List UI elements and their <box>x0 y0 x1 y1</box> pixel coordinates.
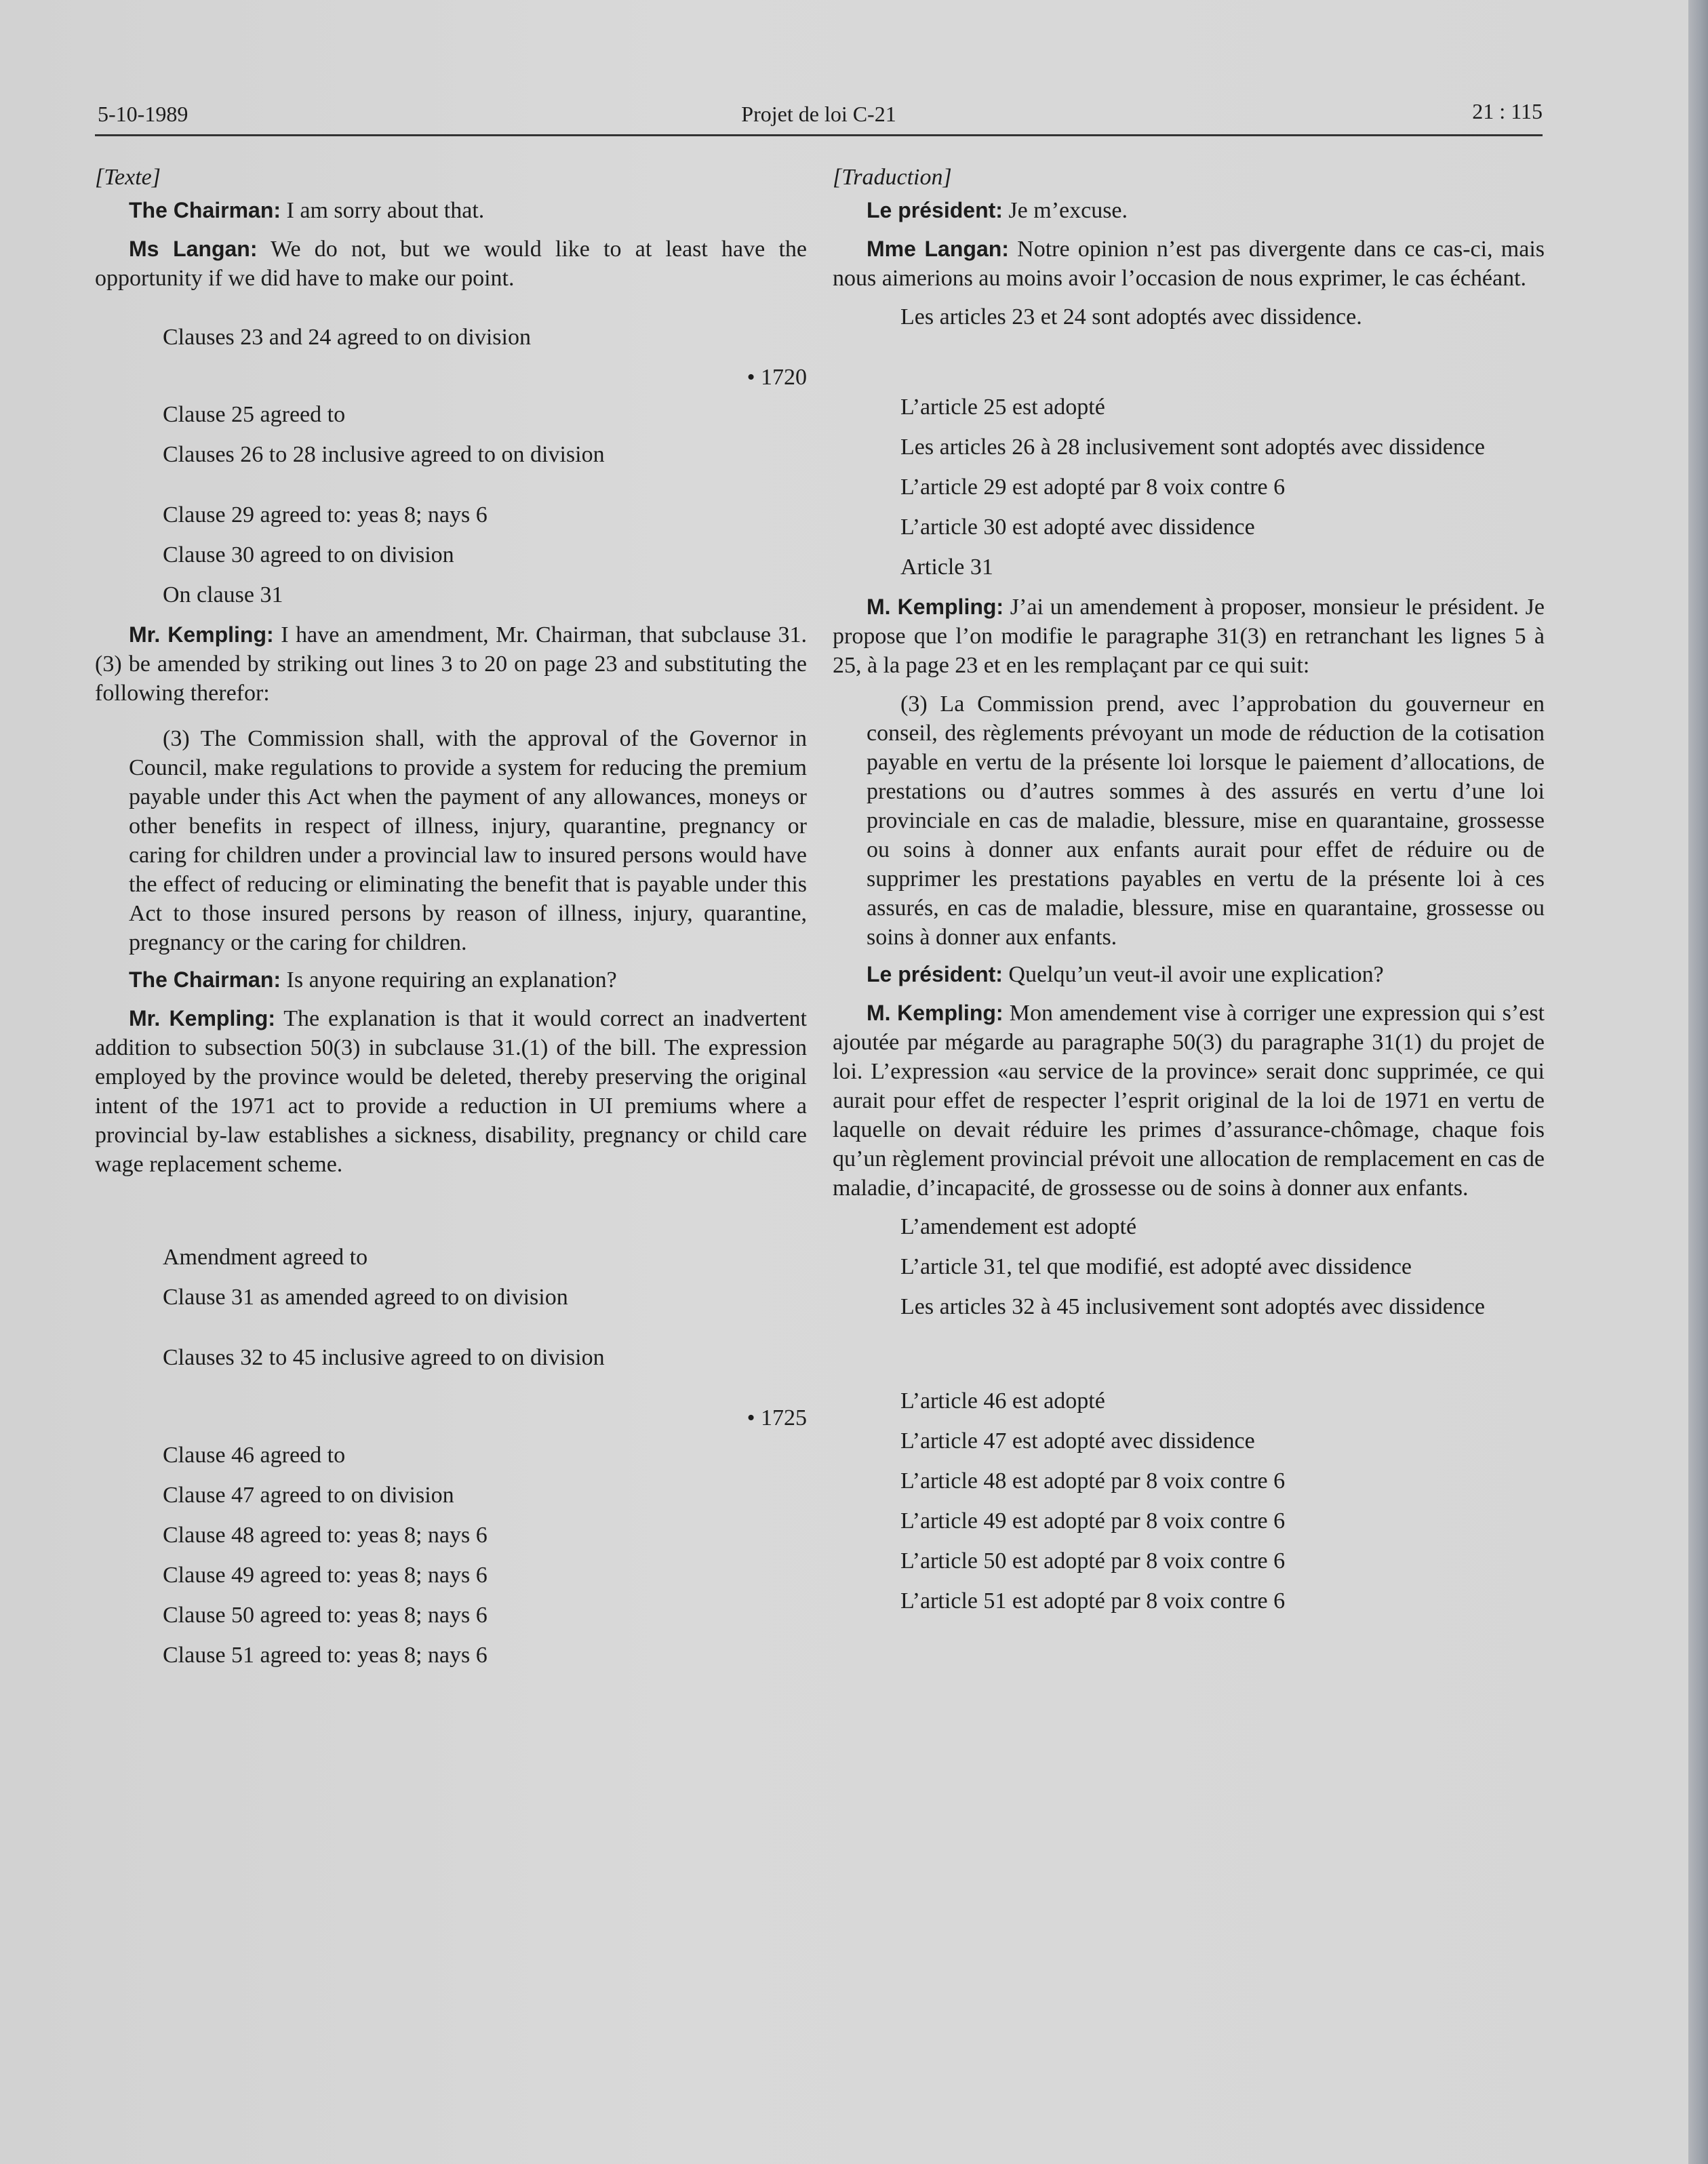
spacer <box>95 1188 807 1243</box>
header-title: Projet de loi C-21 <box>741 102 896 126</box>
clause-result: Clauses 32 to 45 inclusive agreed to on division <box>163 1345 605 1370</box>
clause-result: Clause 31 as amended agreed to on division <box>163 1285 568 1310</box>
speaker-label: Ms Langan: <box>129 237 258 261</box>
clause-result: Les articles 32 à 45 inclusivement sont adoptés avec dissidence <box>900 1294 1486 1319</box>
clause-result: Clauses 26 to 28 inclusive agreed to on division <box>163 442 605 467</box>
page-edge-shadow <box>1688 0 1708 2164</box>
president-question <box>833 960 1545 989</box>
speaker-label: Le président: <box>867 962 1003 986</box>
header-date: 5-10-1989 <box>98 102 188 126</box>
spacer <box>95 1323 807 1343</box>
speaker-label: Le président: <box>867 198 1003 222</box>
spacer <box>833 372 1545 393</box>
spacer <box>95 302 807 323</box>
clause-result: L’article 29 est adopté par 8 voix contre 6 <box>900 475 1286 500</box>
clause-result: Clause 49 agreed to: yeas 8; nays 6 <box>163 1563 488 1588</box>
clause-heading: Article 31 <box>900 555 993 580</box>
speaker-label: The Chairman: <box>129 198 281 222</box>
speaker-label: The Chairman: <box>129 967 281 992</box>
kempling-amendment-remark <box>95 620 807 708</box>
french-tag: [Traduction] <box>833 165 952 190</box>
remark-text: I have an amendment, Mr. Chairman, that subclause 31.(3) be amended by striking out lines 3 to 20 on page 23 and substituting the following therefor: <box>95 622 808 706</box>
clause-result: Clause 47 agreed to on division <box>163 1483 454 1508</box>
clause-result: L’article 30 est adopté avec dissidence <box>900 515 1255 540</box>
amendment-text: (3) The Commission shall, with the approval of the Governor in Council, make regulations to provide a system for reducing the premium payable under this Act when the payment of any allowances, moneys or other benefits in respect of illness, injury, quarantine, pregnancy or caring for children under a provincial law to insured persons would have the effect of reducing or eliminating the benefit that is payable under this Act to those insured persons by reason of illness, injury, quarantine, pregnancy or the caring for children. <box>129 726 807 955</box>
kempling-explanation <box>833 999 1545 1203</box>
clause-result: L’article 47 est adopté avec dissidence <box>900 1428 1255 1454</box>
clause-result: L’article 49 est adopté par 8 voix contre 6 <box>900 1508 1286 1534</box>
speaker-label: Mr. Kempling: <box>129 622 274 647</box>
spacer <box>95 1383 807 1403</box>
langan-remark <box>95 235 807 293</box>
clause-result: L’article 50 est adopté par 8 voix contre 6 <box>900 1548 1286 1574</box>
clause-result: Clause 30 agreed to on division <box>163 542 454 567</box>
chairman-remark <box>95 196 807 225</box>
kempling-amendment-remark <box>833 593 1545 680</box>
spacer <box>95 480 807 500</box>
speaker-label: Mr. Kempling: <box>129 1006 275 1030</box>
chairman-question <box>95 965 807 995</box>
clause-result: L’article 25 est adopté <box>900 395 1105 420</box>
clause-result: Clause 46 agreed to <box>163 1443 346 1468</box>
clause-result: L’article 51 est adopté par 8 voix contre 6 <box>900 1588 1286 1614</box>
clause-result: L’amendement est adopté <box>900 1214 1137 1239</box>
header-page-number: 21 : 115 <box>1472 99 1543 123</box>
spacer <box>833 1332 1545 1386</box>
clause-result: Clause 25 agreed to <box>163 402 346 427</box>
remark-text: Notre opinion n’est pas divergente dans ce cas-ci, mais nous aimerions au moins avoir l’occasion de nous exprimer, le cas échéant. <box>833 237 1545 291</box>
clause-result: Les articles 26 à 28 inclusivement sont adoptés avec dissidence <box>900 435 1486 460</box>
clause-result: L’article 46 est adopté <box>900 1388 1105 1414</box>
clause-result: Clause 29 agreed to: yeas 8; nays 6 <box>163 502 488 527</box>
english-column <box>95 163 807 1681</box>
english-tag: [Texte] <box>95 165 161 190</box>
remark-text: The explanation is that it would correct an inadvertent addition to subsection 50(3) in subclause 31.(1) of the bill. The expression employed by the province would be deleted, thereby preserving the original intent of the 1971 act to provide a reduction in UI premiums where a provincial by-law establishes a sickness, disability, pregnancy or child care wage replacement scheme. <box>95 1006 807 1177</box>
remark-text: J’ai un amendement à proposer, monsieur le président. Je propose que l’on modifie le paragraphe 31(3) en retranchant les lignes 5 à 25, à la page 23 et en les remplaçant par ce qui suit: <box>833 595 1545 678</box>
clause-result: Clause 51 agreed to: yeas 8; nays 6 <box>163 1643 488 1668</box>
president-remark <box>833 196 1545 225</box>
langan-remark <box>833 235 1545 293</box>
kempling-explanation <box>95 1004 807 1179</box>
clause-result: L’article 48 est adopté par 8 voix contre 6 <box>900 1468 1286 1494</box>
remark-text: We do not, but we would like to at least have the opportunity if we did have to make our point. <box>95 237 807 291</box>
timestamp: • 1725 <box>747 1405 807 1430</box>
clause-result: Clauses 23 and 24 agreed to on division <box>163 325 531 350</box>
remark-text: Is anyone requiring an explanation? <box>281 967 617 993</box>
remark-text: Je m’excuse. <box>1002 198 1128 223</box>
clause-heading: On clause 31 <box>163 582 283 607</box>
clause-result: Clause 48 agreed to: yeas 8; nays 6 <box>163 1523 488 1548</box>
clause-result: Clause 50 agreed to: yeas 8; nays 6 <box>163 1603 488 1628</box>
speaker-label: M. Kempling: <box>867 595 1004 619</box>
remark-text: I am sorry about that. <box>281 198 485 223</box>
remark-text: Mon amendement vise à corriger une expression qui s’est ajoutée par mégarde au paragraphe 50(3) du paragraphe 31(1) du projet de loi. L’expression «au service de la province» serait donc supprimée, ce qui aurait pour effet de respecter l’esprit original de la loi de 1971 en vertu de laquelle on devait réduire les primes d’assurance-chômage, chaque fois qu’un règlement provincial prévoit une allocation de remplacement en cas de maladie, d’incapacité, de grossesse ou de soins à donner aux enfants. <box>833 1001 1545 1201</box>
speaker-label: Mme Langan: <box>867 237 1009 261</box>
page-header <box>95 96 1543 136</box>
clause-result: Les articles 23 et 24 sont adoptés avec dissidence. <box>900 304 1362 329</box>
remark-text: Quelqu’un veut-il avoir une explication? <box>1002 962 1384 987</box>
clause-result: Amendment agreed to <box>163 1245 368 1270</box>
timestamp: • 1720 <box>747 365 807 390</box>
amendment-text: (3) La Commission prend, avec l’approbation du gouverneur en conseil, des règlements prévoyant un mode de réduction de la cotisation payable en vertu de la présente loi lorsque le paiement d’allocations, de prestations ou d’autres sommes à des assurés en vertu d’une loi provinciale en cas de maladie, blessure, mise en quarantaine, grossesse ou soins à donner aux enfants aurait pour effet de réduire ou de supprimer les prestations payables en vertu de la présente loi à ces assurés, en cas de maladie, blessure, mise en quarantaine, grossesse ou soins à donner aux enfants. <box>867 692 1545 950</box>
spacer <box>833 342 1545 372</box>
speaker-label: M. Kempling: <box>867 1001 1004 1025</box>
french-column <box>833 163 1545 1626</box>
clause-result: L’article 31, tel que modifié, est adopté avec dissidence <box>900 1254 1412 1279</box>
